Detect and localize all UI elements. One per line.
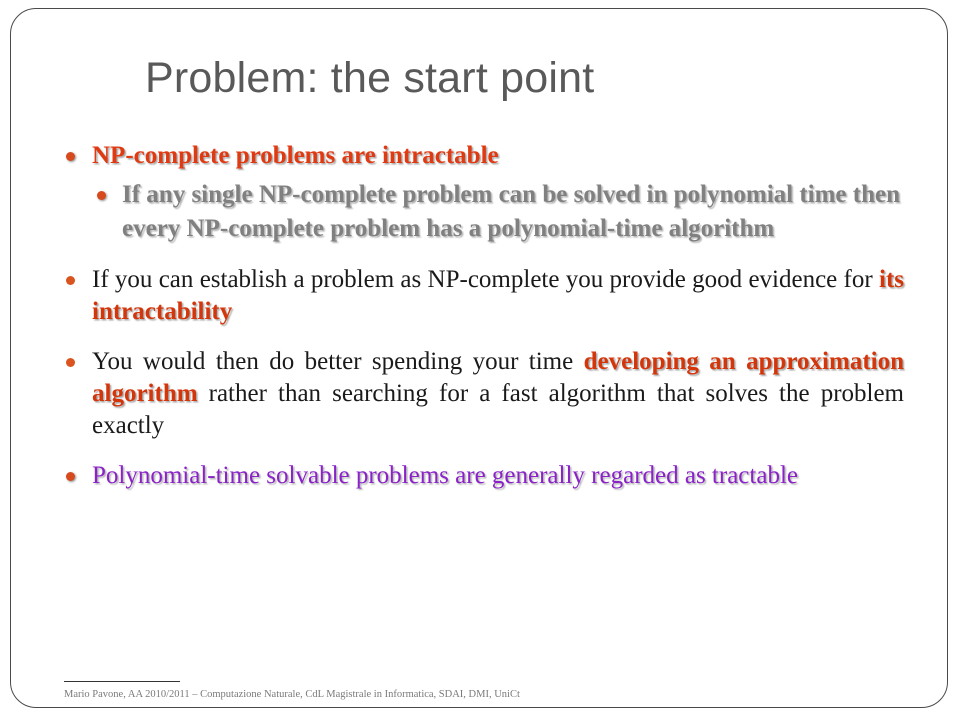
bullet-item-approximation <box>62 346 904 442</box>
footer-divider <box>64 681 180 682</box>
bullet-item-np-complete <box>62 140 904 172</box>
slide-title: Problem: the start point <box>145 54 595 102</box>
bullet-text: Polynomial-time solvable problems are generally regarded as tractable <box>92 462 798 489</box>
bullet-item-tractable <box>62 460 904 492</box>
slide-body <box>62 140 904 492</box>
bullet-text-plain: rather than searching for a fast algorithm that solves the problem exactly <box>92 380 905 439</box>
sub-bullet-text: If any single NP-complete problem can be solved in polynomial time then every NP-complete problem has a polynomial-time algorithm <box>122 181 901 242</box>
bullet-dot-icon <box>66 152 75 161</box>
bullet-dot-icon <box>66 276 75 285</box>
highlight-text: its intractability <box>92 266 905 325</box>
bullet-text-plain: If you can establish a problem as NP-complete you provide good evidence for <box>92 266 873 293</box>
bullet-text <box>92 264 904 328</box>
bullet-item-evidence <box>62 264 904 328</box>
highlight-text: developing an approximation algorithm <box>92 348 904 407</box>
bullet-text: NP-complete problems are intractable <box>92 142 499 169</box>
sub-bullet-item-polynomial <box>62 178 904 246</box>
bullet-dot-icon <box>97 191 106 200</box>
bullet-dot-icon <box>66 358 75 367</box>
bullet-text <box>92 346 904 442</box>
bullet-text-plain: You would then do better spending your time <box>92 348 574 375</box>
bullet-dot-icon <box>66 472 75 481</box>
slide-footer: Mario Pavone, AA 2010/2011 – Computazione Naturale, CdL Magistrale in Informatica, SDAI, DMI, UniCt <box>64 689 520 700</box>
